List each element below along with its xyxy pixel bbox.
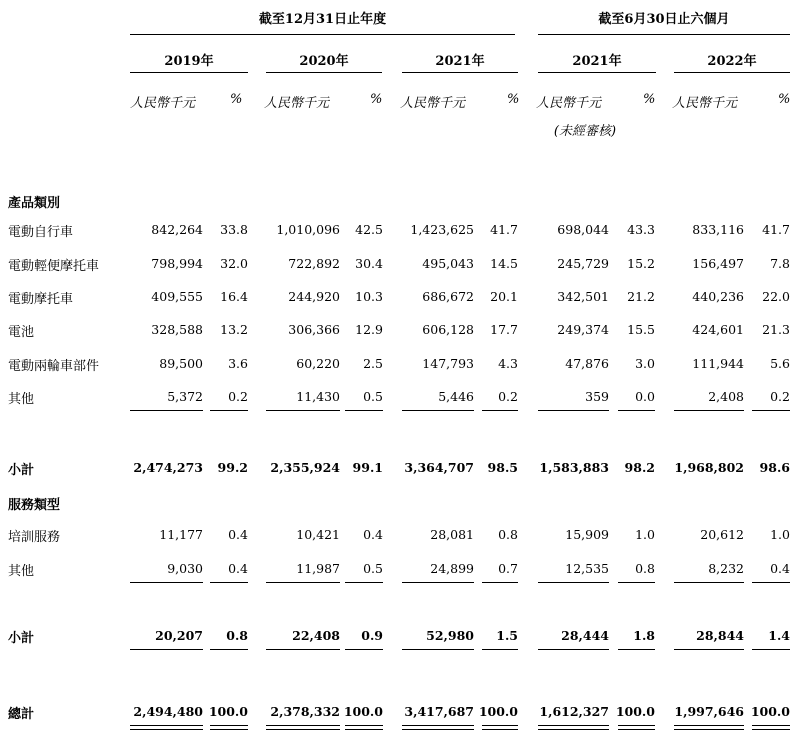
unit-percent: % <box>370 92 383 107</box>
service-row-value: 0.4 <box>228 561 248 576</box>
year-rule <box>674 72 790 73</box>
service-row-value: 1.0 <box>635 527 655 542</box>
service-row-value: 0.5 <box>363 561 383 576</box>
unit-percent: % <box>778 92 791 107</box>
product-row-value: 10.3 <box>355 289 383 304</box>
total-double-rule <box>618 725 655 730</box>
group-rule-full-year <box>130 34 515 35</box>
subtotal-rule <box>345 410 383 411</box>
service-subtotal-value: 0.8 <box>226 628 248 643</box>
section-product-category: 產品類別 <box>8 196 61 211</box>
group-rule-six-months <box>538 34 790 35</box>
product-row-label: 電動自行車 <box>8 225 74 240</box>
service-subtotal-value: 0.9 <box>361 628 383 643</box>
service-subtotal-value: 1.8 <box>633 628 655 643</box>
product-row-value: 3.6 <box>228 356 248 371</box>
subtotal-rule <box>266 582 340 583</box>
subtotal-rule <box>752 649 790 650</box>
product-row-value: 5,446 <box>438 389 474 404</box>
subtotal-rule <box>538 410 609 411</box>
group-header-full-year: 截至12月31日止年度 <box>258 12 387 27</box>
year-rule <box>266 72 382 73</box>
subtotal-rule <box>674 649 744 650</box>
service-subtotal-value: 28,844 <box>696 628 744 643</box>
product-row-value: 11,430 <box>296 389 340 404</box>
product-row-label: 其他 <box>8 392 35 407</box>
product-row-value: 842,264 <box>151 222 203 237</box>
subtotal-rule <box>618 410 655 411</box>
product-row-value: 42.5 <box>355 222 383 237</box>
product-row-value: 249,374 <box>557 322 609 337</box>
product-subtotal-value: 2,474,273 <box>133 460 203 475</box>
product-row-value: 342,501 <box>557 289 609 304</box>
grand-total-value: 100.0 <box>615 704 655 719</box>
service-row-value: 11,987 <box>296 561 340 576</box>
service-row-value: 0.4 <box>770 561 790 576</box>
year-header-2022-h1: 2022年 <box>707 54 757 69</box>
subtotal-rule <box>752 582 790 583</box>
total-double-rule <box>345 725 383 730</box>
service-row-value: 0.4 <box>228 527 248 542</box>
year-header-2021-h1: 2021年 <box>572 54 622 69</box>
product-row-value: 1,423,625 <box>410 222 474 237</box>
year-rule <box>402 72 518 73</box>
product-row-value: 32.0 <box>220 256 248 271</box>
subtotal-rule <box>482 582 518 583</box>
subtotal-rule <box>266 649 340 650</box>
subtotal-rule <box>266 410 340 411</box>
grand-total-value: 1,997,646 <box>674 704 744 719</box>
product-row-value: 15.2 <box>627 256 655 271</box>
product-row-value: 111,944 <box>692 356 744 371</box>
product-row-value: 7.8 <box>770 256 790 271</box>
grand-total-value: 100.0 <box>478 704 518 719</box>
product-row-value: 359 <box>585 389 609 404</box>
service-row-value: 12,535 <box>565 561 609 576</box>
service-subtotal-value: 22,408 <box>292 628 340 643</box>
year-header-2019: 2019年 <box>164 54 214 69</box>
product-subtotal-value: 98.2 <box>624 460 655 475</box>
service-subtotal-value: 1.4 <box>768 628 790 643</box>
product-row-value: 20.1 <box>490 289 518 304</box>
unit-rmb-thousand: 人民幣千元 <box>400 96 466 111</box>
product-row-value: 14.5 <box>490 256 518 271</box>
grand-total-value: 1,612,327 <box>539 704 609 719</box>
total-double-rule <box>482 725 518 730</box>
service-subtotal-label: 小計 <box>8 631 35 646</box>
section-service-type: 服務類型 <box>8 498 61 513</box>
product-row-value: 21.2 <box>627 289 655 304</box>
service-row-value: 24,899 <box>430 561 474 576</box>
product-row-value: 5.6 <box>770 356 790 371</box>
subtotal-rule <box>130 582 203 583</box>
product-subtotal-value: 98.6 <box>759 460 790 475</box>
product-row-value: 41.7 <box>762 222 790 237</box>
product-row-value: 244,920 <box>288 289 340 304</box>
product-row-value: 0.5 <box>363 389 383 404</box>
total-double-rule <box>210 725 248 730</box>
product-row-value: 15.5 <box>627 322 655 337</box>
grand-total-label: 總計 <box>8 707 35 722</box>
unit-rmb-thousand: 人民幣千元 <box>130 96 196 111</box>
product-subtotal-value: 98.5 <box>487 460 518 475</box>
service-row-value: 0.4 <box>363 527 383 542</box>
service-row-value: 0.8 <box>498 527 518 542</box>
product-subtotal-value: 2,355,924 <box>270 460 340 475</box>
product-row-label: 電動兩輪車部件 <box>8 359 100 374</box>
total-double-rule <box>402 725 474 730</box>
product-row-label: 電池 <box>8 325 35 340</box>
subtotal-rule <box>345 582 383 583</box>
total-double-rule <box>538 725 609 730</box>
total-double-rule <box>266 725 340 730</box>
product-subtotal-value: 99.1 <box>352 460 383 475</box>
service-row-value: 15,909 <box>565 527 609 542</box>
subtotal-rule <box>674 410 744 411</box>
product-row-value: 306,366 <box>288 322 340 337</box>
grand-total-value: 100.0 <box>750 704 790 719</box>
product-row-value: 0.2 <box>770 389 790 404</box>
product-row-value: 1,010,096 <box>276 222 340 237</box>
product-row-value: 328,588 <box>151 322 203 337</box>
product-row-value: 3.0 <box>635 356 655 371</box>
product-row-value: 13.2 <box>220 322 248 337</box>
product-row-value: 0.0 <box>635 389 655 404</box>
unit-rmb-thousand: 人民幣千元 <box>672 96 738 111</box>
product-row-value: 22.0 <box>762 289 790 304</box>
subtotal-rule <box>210 410 248 411</box>
product-subtotal-value: 1,968,802 <box>674 460 744 475</box>
subtotal-rule <box>402 649 474 650</box>
product-row-value: 41.7 <box>490 222 518 237</box>
unaudited-note: (未經審核) <box>553 124 617 139</box>
product-row-value: 47,876 <box>565 356 609 371</box>
grand-total-value: 2,378,332 <box>270 704 340 719</box>
unit-rmb-thousand: 人民幣千元 <box>264 96 330 111</box>
unit-rmb-thousand: 人民幣千元 <box>536 96 602 111</box>
product-row-label: 電動輕便摩托車 <box>8 259 100 274</box>
subtotal-rule <box>210 649 248 650</box>
grand-total-value: 100.0 <box>208 704 248 719</box>
product-subtotal-label: 小計 <box>8 463 35 478</box>
subtotal-rule <box>482 649 518 650</box>
product-row-value: 60,220 <box>296 356 340 371</box>
service-row-value: 0.8 <box>635 561 655 576</box>
product-subtotal-value: 1,583,883 <box>539 460 609 475</box>
product-row-value: 606,128 <box>422 322 474 337</box>
product-row-value: 4.3 <box>498 356 518 371</box>
subtotal-rule <box>538 582 609 583</box>
product-row-value: 16.4 <box>220 289 248 304</box>
service-row-value: 8,232 <box>708 561 744 576</box>
grand-total-value: 100.0 <box>343 704 383 719</box>
unit-percent: % <box>230 92 243 107</box>
product-row-value: 30.4 <box>355 256 383 271</box>
service-row-value: 20,612 <box>700 527 744 542</box>
group-header-six-months: 截至6月30日止六個月 <box>598 12 730 27</box>
subtotal-rule <box>402 410 474 411</box>
product-row-value: 12.9 <box>355 322 383 337</box>
subtotal-rule <box>482 410 518 411</box>
product-row-label: 電動摩托車 <box>8 292 74 307</box>
service-row-label: 其他 <box>8 564 35 579</box>
service-subtotal-value: 20,207 <box>155 628 203 643</box>
subtotal-rule <box>402 582 474 583</box>
product-row-value: 2.5 <box>363 356 383 371</box>
product-row-value: 33.8 <box>220 222 248 237</box>
grand-total-value: 3,417,687 <box>404 704 474 719</box>
product-row-value: 0.2 <box>228 389 248 404</box>
product-row-value: 440,236 <box>692 289 744 304</box>
total-double-rule <box>752 725 790 730</box>
product-row-value: 17.7 <box>490 322 518 337</box>
subtotal-rule <box>210 582 248 583</box>
service-row-value: 28,081 <box>430 527 474 542</box>
product-row-value: 495,043 <box>422 256 474 271</box>
product-row-value: 245,729 <box>557 256 609 271</box>
subtotal-rule <box>538 649 609 650</box>
product-row-value: 43.3 <box>627 222 655 237</box>
unit-percent: % <box>507 92 520 107</box>
service-subtotal-value: 52,980 <box>426 628 474 643</box>
product-row-value: 686,672 <box>422 289 474 304</box>
service-subtotal-value: 1.5 <box>496 628 518 643</box>
product-row-value: 722,892 <box>288 256 340 271</box>
subtotal-rule <box>618 649 655 650</box>
product-row-value: 409,555 <box>151 289 203 304</box>
product-row-value: 21.3 <box>762 322 790 337</box>
product-subtotal-value: 3,364,707 <box>404 460 474 475</box>
product-row-value: 698,044 <box>557 222 609 237</box>
product-row-value: 424,601 <box>692 322 744 337</box>
subtotal-rule <box>345 649 383 650</box>
product-row-value: 2,408 <box>708 389 744 404</box>
subtotal-rule <box>752 410 790 411</box>
service-row-value: 10,421 <box>296 527 340 542</box>
service-subtotal-value: 28,444 <box>561 628 609 643</box>
product-row-value: 89,500 <box>159 356 203 371</box>
year-header-2020: 2020年 <box>299 54 349 69</box>
product-row-value: 147,793 <box>422 356 474 371</box>
subtotal-rule <box>618 582 655 583</box>
unit-percent: % <box>643 92 656 107</box>
product-subtotal-value: 99.2 <box>217 460 248 475</box>
product-row-value: 156,497 <box>692 256 744 271</box>
grand-total-value: 2,494,480 <box>133 704 203 719</box>
total-double-rule <box>674 725 744 730</box>
year-rule <box>130 72 248 73</box>
service-row-value: 9,030 <box>167 561 203 576</box>
product-row-value: 833,116 <box>692 222 744 237</box>
service-row-label: 培訓服務 <box>8 530 61 545</box>
product-row-value: 5,372 <box>167 389 203 404</box>
service-row-value: 11,177 <box>159 527 203 542</box>
year-rule <box>538 72 656 73</box>
service-row-value: 0.7 <box>498 561 518 576</box>
subtotal-rule <box>130 410 203 411</box>
total-double-rule <box>130 725 203 730</box>
product-row-value: 0.2 <box>498 389 518 404</box>
service-row-value: 1.0 <box>770 527 790 542</box>
year-header-2021: 2021年 <box>435 54 485 69</box>
subtotal-rule <box>130 649 203 650</box>
product-row-value: 798,994 <box>151 256 203 271</box>
subtotal-rule <box>674 582 744 583</box>
